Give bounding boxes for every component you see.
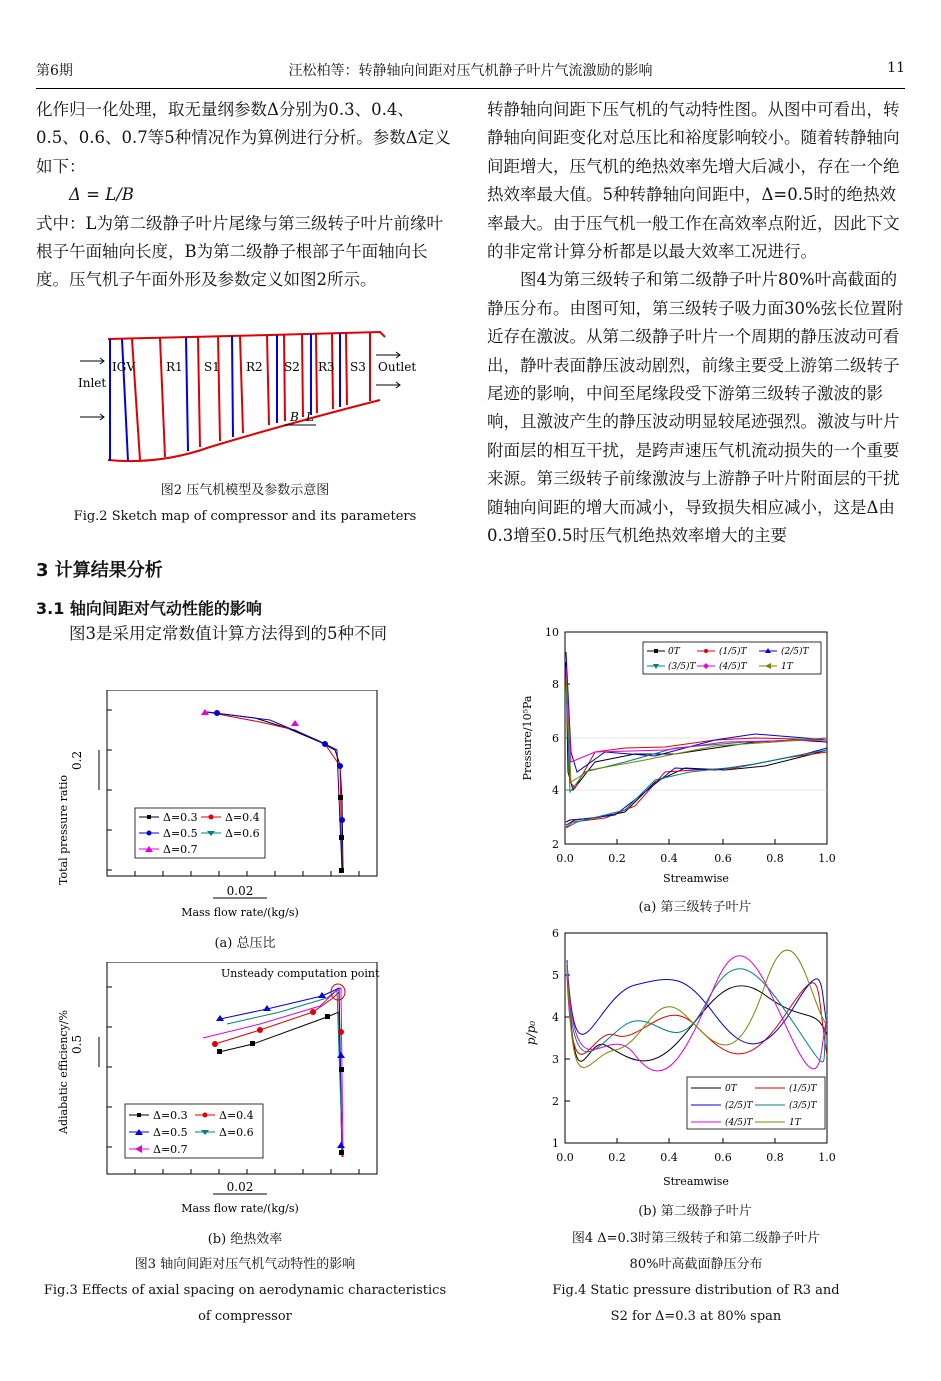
paragraph: 转静轴向间距下压气机的气动特性图。从图中可看出，转静轴向间距变化对总压比和裕度影响较小。随着转静轴向间距增大，压气机的绝热效率先增大后减小，存在一个绝热效率最大值。5种转静轴向间距中，Δ=0.5时的绝热效率最大。由于压气机一般工作在高效率点附近，因此下文的非定常计算分析都是以最大效率工况进行。 (487, 100, 900, 262)
subcaption: (b) 第二级静子叶片 (638, 1204, 752, 1219)
x-tick: 0.8 (766, 1151, 784, 1164)
x-tick: 1.0 (818, 1151, 836, 1164)
x-scale-label: 0.02 (226, 1180, 254, 1194)
legend-item: Δ=0.3 (163, 811, 198, 824)
legend-item: 1T (789, 1118, 801, 1128)
legend-item: (3/5)T (668, 662, 696, 672)
figure-3b-efficiency (55, 962, 385, 1218)
label-S2: S2 (284, 360, 300, 374)
paragraph: 图3是采用定常数值计算方法得到的5种不同 (69, 624, 387, 643)
y-tick: 1 (552, 1137, 559, 1150)
annotation-unsteady-point: Unsteady computation point (221, 967, 380, 980)
label-inlet: Inlet (78, 376, 107, 390)
issue-number: 第6期 (36, 63, 73, 79)
legend-item: Δ=0.5 (163, 827, 198, 840)
x-tick: 0.6 (714, 852, 732, 865)
y-tick: 10 (545, 626, 559, 639)
label-L: L (306, 410, 314, 424)
legend-item: 0T (725, 1084, 737, 1094)
y-tick: 2 (552, 838, 559, 851)
y-tick: 6 (552, 927, 559, 940)
x-tick: 0.8 (766, 852, 784, 865)
label-S3: S3 (350, 360, 366, 374)
x-tick: 0.6 (714, 1151, 732, 1164)
subcaption: (b) 绝热效率 (207, 1232, 283, 1247)
caption-en: of compressor (198, 1309, 292, 1324)
legend-item: Δ=0.7 (153, 1143, 188, 1156)
legend-item: Δ=0.4 (225, 811, 260, 824)
x-axis-label: Mass flow rate/(kg/s) (181, 1202, 299, 1215)
x-scale-label: 0.02 (226, 884, 254, 898)
paragraph: 式中：L为第二级静子叶片尾缘与第三级转子叶片前缘叶根子午面轴向长度，B为第二级静子根部子午面轴向长度。压气机子午面外形及参数定义如图2所示。 (36, 213, 443, 290)
x-tick: 0.4 (660, 852, 678, 865)
figure-4b-stator-pressure (515, 925, 855, 1195)
section-3-heading: 3 计算结果分析 (36, 560, 163, 581)
x-tick: 1.0 (818, 852, 836, 865)
label-R2: R2 (246, 360, 263, 374)
y-axis-label: p/p₀ (524, 1020, 538, 1046)
left-column-text (36, 96, 454, 295)
y-tick: 8 (552, 678, 559, 691)
x-tick: 0.0 (556, 852, 574, 865)
label-B: B (290, 410, 299, 424)
caption-en: Fig.4 Static pressure distribution of R3 and (552, 1283, 840, 1298)
legend-item: (1/5)T (719, 647, 747, 657)
x-tick: 0.2 (608, 852, 626, 865)
figure-4a-rotor-pressure (515, 622, 855, 892)
x-tick: 0.0 (556, 1151, 574, 1164)
legend-item: Δ=0.5 (153, 1126, 188, 1139)
caption-cn: 图4 Δ=0.3时第三级转子和第二级静子叶片 (571, 1231, 821, 1246)
legend-item: (4/5)T (719, 662, 747, 672)
y-axis-label: Adiabatic efficiency/% (57, 1010, 70, 1134)
y-scale-label: 0.5 (70, 1034, 84, 1054)
y-tick: 4 (552, 784, 559, 797)
y-scale-label: 0.2 (70, 750, 84, 770)
caption-en: Fig.2 Sketch map of compressor and its parameters (73, 509, 417, 524)
label-S1: S1 (204, 360, 220, 374)
legend-item: Δ=0.3 (153, 1109, 188, 1122)
legend-item: (3/5)T (789, 1101, 817, 1111)
figure-3-caption (36, 1252, 454, 1330)
y-axis-label: Total pressure ratio (57, 775, 70, 885)
header-rule (36, 88, 905, 89)
label-R3: R3 (318, 360, 335, 374)
header-title: 汪松柏等：转静轴向间距对压气机静子叶片气流激励的影响 (288, 63, 653, 79)
caption-cn: 图2 压气机模型及参数示意图 (160, 483, 330, 498)
y-axis-label: Pressure/10⁵Pa (521, 695, 534, 781)
legend-item: (4/5)T (725, 1118, 753, 1128)
paragraph: 图4为第三级转子和第二级静子叶片80%叶高截面的静压分布。由图可知，第三级转子吸力面30%弦长位置附近存在激波。从第二级静子叶片一个周期的静压波动可看出，静叶表面静压波动剧烈，前缘主要受上游第二级转子尾迹的影响，中间至尾缘段受下游第三级转子激波的影响，且激波产生的静压波动明显较尾迹强烈。激波与叶片附面层的相互干扰，是跨声速压气机流动损失的一个重要来源。第三级转子前缘激波与上游静子叶片附面层的干扰随轴向间距的增大而减小，导致损失相应减小，这是Δ由0.3增至0.5时压气机绝热效率增大的主要 (487, 270, 904, 546)
y-tick: 5 (552, 969, 559, 982)
legend-item: Δ=0.6 (219, 1126, 254, 1139)
page-number: 11 (887, 60, 905, 76)
y-tick: 4 (552, 1011, 559, 1024)
figure-2-caption (40, 478, 450, 530)
section-3-1-heading: 3.1 轴向间距对气动性能的影响 (36, 599, 262, 618)
x-tick: 0.2 (608, 1151, 626, 1164)
figure-2-compressor-sketch (70, 325, 420, 475)
x-axis-label: Streamwise (663, 1175, 729, 1188)
y-tick: 3 (552, 1053, 559, 1066)
caption-en: S2 for Δ=0.3 at 80% span (610, 1309, 782, 1324)
figure-4-caption (487, 1226, 905, 1330)
legend-item: (2/5)T (781, 647, 809, 657)
right-column-text (487, 96, 905, 551)
subcaption: (a) 第三级转子叶片 (638, 900, 752, 915)
x-tick: 0.4 (660, 1151, 678, 1164)
running-header (36, 60, 905, 82)
figure-3a-pressure-ratio (55, 690, 385, 920)
legend-item: (2/5)T (725, 1101, 753, 1111)
y-tick: 2 (552, 1095, 559, 1108)
label-outlet: Outlet (378, 360, 417, 374)
legend-item: 1T (781, 662, 793, 672)
subcaption: (a) 总压比 (214, 936, 276, 951)
legend-item: (1/5)T (789, 1084, 817, 1094)
legend-item: Δ=0.4 (219, 1109, 254, 1122)
equation: Δ = L/B (69, 185, 134, 205)
legend-item: Δ=0.7 (163, 843, 198, 856)
label-R1: R1 (166, 360, 183, 374)
legend-item: 0T (668, 647, 680, 657)
legend-item: Δ=0.6 (225, 827, 260, 840)
x-axis-label: Mass flow rate/(kg/s) (181, 906, 299, 919)
x-axis-label: Streamwise (663, 872, 729, 885)
caption-cn: 图3 轴向间距对压气机气动特性的影响 (134, 1257, 356, 1272)
y-tick: 6 (552, 732, 559, 745)
label-IGV: IGV (112, 360, 135, 374)
caption-en: Fig.3 Effects of axial spacing on aerodynamic characteristics (43, 1283, 447, 1298)
caption-cn: 80%叶高截面静压分布 (629, 1257, 763, 1272)
paragraph: 化作归一化处理，取无量纲参数Δ分别为0.3、0.4、0.5、0.6、0.7等5种情况作为算例进行分析。参数Δ定义如下： (36, 100, 451, 176)
